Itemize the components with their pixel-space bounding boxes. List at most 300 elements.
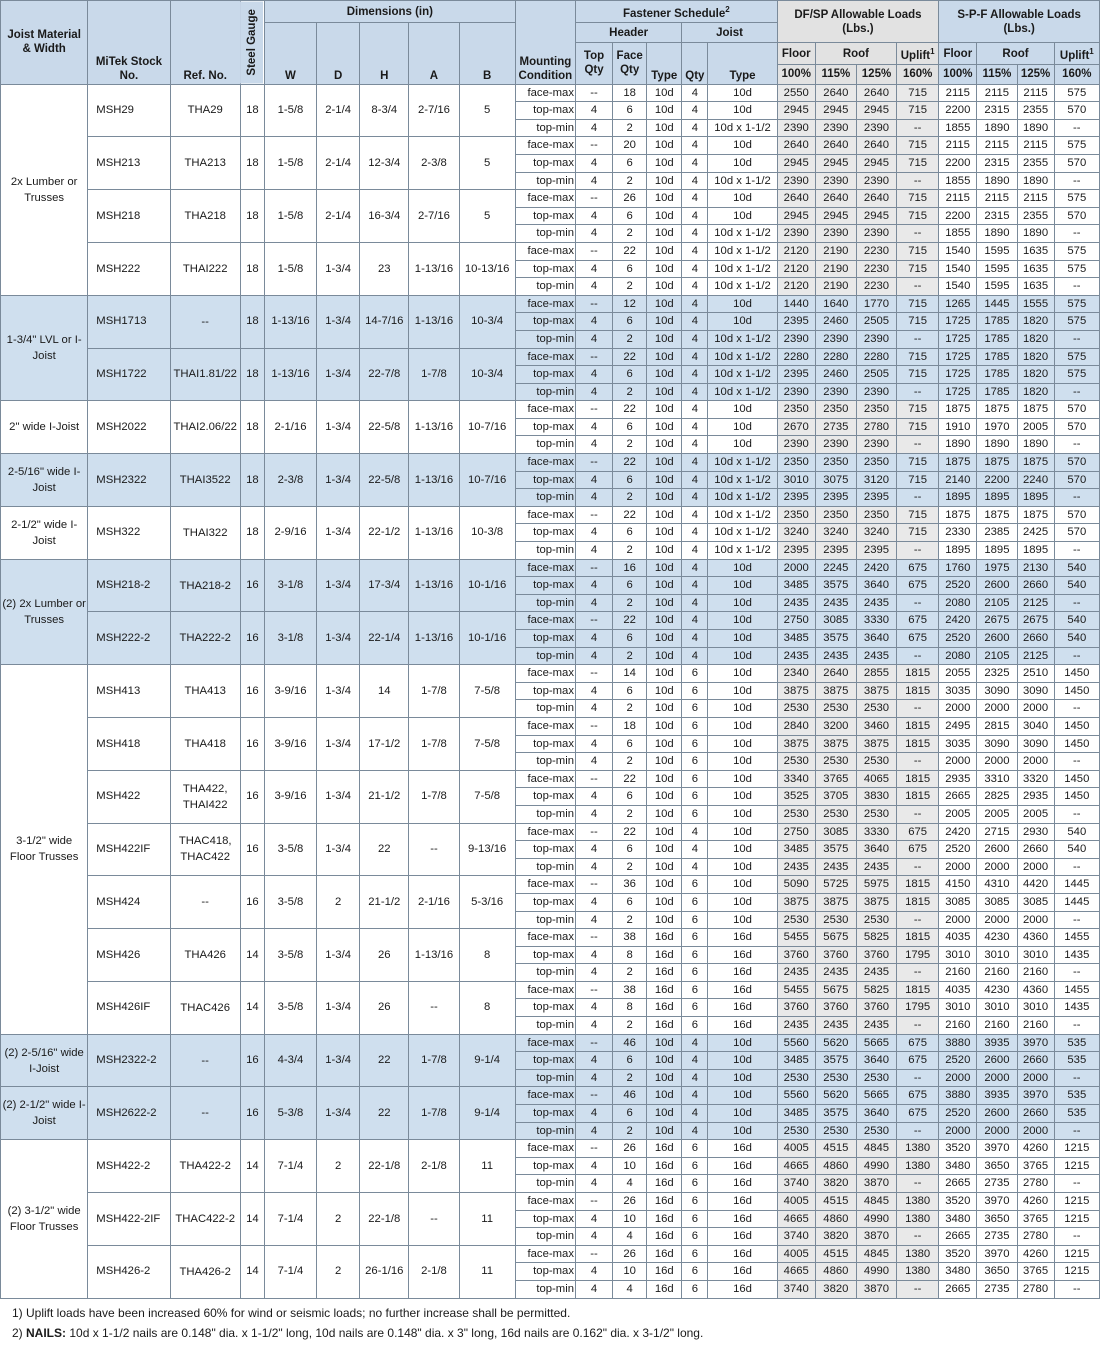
header-type-cell: 10d — [647, 366, 682, 384]
spf-floor-100-cell: 3520 — [939, 1140, 977, 1158]
header-type-cell: 16d — [647, 1228, 682, 1246]
header-type-cell: 10d — [647, 1105, 682, 1123]
dfsp-roof-115-cell: 3575 — [815, 1105, 856, 1123]
joist-qty-cell: 4 — [682, 1122, 708, 1140]
joist-type-cell: 16d — [708, 1228, 777, 1246]
header-type-cell: 10d — [647, 858, 682, 876]
D-cell: 1-3/4 — [317, 929, 360, 982]
spf-roof-115-cell: 2735 — [977, 1280, 1017, 1298]
top-qty-cell: -- — [575, 1087, 612, 1105]
spf-uplift-160-cell: 575 — [1054, 313, 1099, 331]
dfsp-roof-115-cell: 3820 — [815, 1175, 856, 1193]
A-cell: 1-13/16 — [409, 929, 459, 982]
ref-cell: THA218 — [170, 190, 240, 243]
spf-floor-100-cell: 4150 — [939, 876, 977, 894]
face-qty-cell: 4 — [613, 1175, 647, 1193]
joist-qty-cell: 4 — [682, 612, 708, 630]
dfsp-roof-115-cell: 4860 — [815, 1210, 856, 1228]
dfsp-uplift-160-cell: 1815 — [897, 665, 939, 683]
spf-roof-115-cell: 2105 — [977, 647, 1017, 665]
B-cell: 8 — [459, 929, 515, 982]
D-cell: 1-3/4 — [317, 506, 360, 559]
header-type-cell: 10d — [647, 242, 682, 260]
joist-type-cell: 10d — [708, 594, 777, 612]
dfsp-roof-125-cell: 3640 — [856, 841, 896, 859]
spf-uplift-160-cell: 1450 — [1054, 770, 1099, 788]
face-qty-cell: 36 — [613, 876, 647, 894]
spf-floor-100-cell: 2200 — [939, 207, 977, 225]
dfsp-uplift-160-cell: 715 — [897, 295, 939, 313]
table-row — [1, 401, 1100, 419]
spf-uplift-160-cell: 1215 — [1054, 1245, 1099, 1263]
face-qty-cell: 2 — [613, 383, 647, 401]
top-qty-cell: -- — [575, 823, 612, 841]
dfsp-uplift-160-cell: -- — [897, 1122, 939, 1140]
stock-cell: MSH426 — [88, 929, 170, 982]
joist-qty-cell: 6 — [682, 1175, 708, 1193]
dfsp-roof-115-cell: 2390 — [815, 119, 856, 137]
spf-uplift-160-cell: -- — [1054, 805, 1099, 823]
table-row — [1, 876, 1100, 894]
spf-roof-115-cell: 1890 — [977, 225, 1017, 243]
spf-roof-115-cell: 1970 — [977, 418, 1017, 436]
dfsp-roof-125-cell: 2530 — [856, 805, 896, 823]
spf-roof-115-cell: 2000 — [977, 911, 1017, 929]
dfsp-floor-100-cell: 3875 — [777, 735, 815, 753]
B-cell: 5 — [459, 84, 515, 137]
spf-roof-125-cell: 2000 — [1017, 1069, 1054, 1087]
col-h: H — [360, 23, 409, 85]
header-type-cell: 10d — [647, 717, 682, 735]
dfsp-roof-115-cell: 3085 — [815, 823, 856, 841]
mount-cell: top-max — [515, 788, 575, 806]
mount-cell: face-max — [515, 1245, 575, 1263]
joist-type-cell: 10d — [708, 876, 777, 894]
dfsp-floor-100-cell: 2390 — [777, 172, 815, 190]
dfsp-roof-125-cell: 3870 — [856, 1175, 896, 1193]
top-qty-cell: 4 — [575, 999, 612, 1017]
spf-roof-115-cell: 2315 — [977, 154, 1017, 172]
mount-cell: top-min — [515, 1280, 575, 1298]
face-qty-cell: 12 — [613, 295, 647, 313]
mount-cell: top-max — [515, 154, 575, 172]
dfsp-floor-100-cell: 4665 — [777, 1157, 815, 1175]
mount-cell: top-min — [515, 172, 575, 190]
dfsp-uplift-160-cell: -- — [897, 700, 939, 718]
col-dfsp-roof: Roof — [815, 43, 896, 65]
joist-qty-cell: 4 — [682, 225, 708, 243]
spf-roof-115-cell: 2000 — [977, 700, 1017, 718]
top-qty-cell: 4 — [575, 1017, 612, 1035]
ref-cell: THA218-2 — [170, 559, 240, 612]
spf-uplift-160-cell: 575 — [1054, 348, 1099, 366]
spf-uplift-160-cell: 540 — [1054, 612, 1099, 630]
face-qty-cell: 6 — [613, 102, 647, 120]
joist-qty-cell: 6 — [682, 911, 708, 929]
dfsp-roof-125-cell: 3760 — [856, 999, 896, 1017]
dfsp-floor-100-cell: 4665 — [777, 1210, 815, 1228]
joist-material-cell: 2-1/2" wide I-Joist — [1, 506, 88, 559]
face-qty-cell: 26 — [613, 190, 647, 208]
joist-qty-cell: 4 — [682, 471, 708, 489]
joist-qty-cell: 6 — [682, 1193, 708, 1211]
top-qty-cell: -- — [575, 506, 612, 524]
top-qty-cell: 4 — [575, 102, 612, 120]
dfsp-floor-100-cell: 2530 — [777, 805, 815, 823]
joist-qty-cell: 4 — [682, 542, 708, 560]
spf-uplift-160-cell: -- — [1054, 119, 1099, 137]
joist-type-cell: 16d — [708, 1263, 777, 1281]
dfsp-floor-100-cell: 2350 — [777, 454, 815, 472]
dfsp-roof-125-cell: 2435 — [856, 1017, 896, 1035]
B-cell: 10-1/16 — [459, 612, 515, 665]
dfsp-roof-115-cell: 2530 — [815, 1069, 856, 1087]
footnotes — [0, 1299, 1100, 1347]
A-cell: 2-1/16 — [409, 876, 459, 929]
spf-roof-115-cell: 3310 — [977, 770, 1017, 788]
D-cell: 2 — [317, 876, 360, 929]
joist-type-cell: 10d x 1-1/2 — [708, 119, 777, 137]
spf-roof-125-cell: 3765 — [1017, 1263, 1054, 1281]
spf-roof-115-cell: 3970 — [977, 1245, 1017, 1263]
dfsp-roof-125-cell: 2435 — [856, 594, 896, 612]
spf-roof-125-cell: 2355 — [1017, 102, 1054, 120]
mount-cell: face-max — [515, 1193, 575, 1211]
spf-roof-115-cell: 3650 — [977, 1210, 1017, 1228]
dfsp-uplift-160-cell: 675 — [897, 823, 939, 841]
stock-cell: MSH2022 — [88, 401, 170, 454]
stock-cell: MSH422-2 — [88, 1140, 170, 1193]
dfsp-floor-100-cell: 4005 — [777, 1245, 815, 1263]
spf-roof-125-cell: 1890 — [1017, 172, 1054, 190]
A-cell: 1-13/16 — [409, 295, 459, 348]
ref-cell: THAC426 — [170, 981, 240, 1034]
mount-cell: top-min — [515, 1122, 575, 1140]
joist-type-cell: 10d x 1-1/2 — [708, 383, 777, 401]
joist-qty-cell: 6 — [682, 1157, 708, 1175]
H-cell: 22-1/4 — [360, 612, 409, 665]
ref-cell: -- — [170, 295, 240, 348]
dfsp-roof-125-cell: 2505 — [856, 366, 896, 384]
top-qty-cell: 4 — [575, 647, 612, 665]
dfsp-floor-100-cell: 3340 — [777, 770, 815, 788]
table-row — [1, 1087, 1100, 1105]
joist-qty-cell: 6 — [682, 665, 708, 683]
joist-type-cell: 10d x 1-1/2 — [708, 471, 777, 489]
joist-qty-cell: 4 — [682, 647, 708, 665]
dfsp-floor-100-cell: 5455 — [777, 929, 815, 947]
table-row — [1, 559, 1100, 577]
joist-type-cell: 10d — [708, 858, 777, 876]
A-cell: 2-1/8 — [409, 1245, 459, 1298]
spf-floor-100-cell: 2330 — [939, 524, 977, 542]
gauge-cell: 18 — [240, 242, 264, 295]
A-cell: 1-13/16 — [409, 454, 459, 507]
mount-cell: top-min — [515, 858, 575, 876]
joist-qty-cell: 6 — [682, 893, 708, 911]
dfsp-roof-125-cell: 3240 — [856, 524, 896, 542]
ref-cell: THA213 — [170, 137, 240, 190]
spf-floor-100-cell: 3480 — [939, 1157, 977, 1175]
spf-roof-125-cell: 4360 — [1017, 929, 1054, 947]
face-qty-cell: 4 — [613, 1228, 647, 1246]
dfsp-roof-115-cell: 2530 — [815, 805, 856, 823]
dfsp-floor-100-cell: 3740 — [777, 1280, 815, 1298]
spf-floor-100-cell: 2160 — [939, 1017, 977, 1035]
dfsp-uplift-160-cell: 715 — [897, 524, 939, 542]
header-type-cell: 10d — [647, 102, 682, 120]
top-qty-cell: -- — [575, 1193, 612, 1211]
dfsp-roof-125-cell: 2230 — [856, 278, 896, 296]
spf-roof-115-cell: 3650 — [977, 1263, 1017, 1281]
spf-roof-125-cell: 1820 — [1017, 348, 1054, 366]
spf-roof-115-cell: 1875 — [977, 401, 1017, 419]
col-joist-material: Joist Material & Width — [1, 1, 88, 85]
dfsp-roof-115-cell: 4515 — [815, 1245, 856, 1263]
gauge-cell: 14 — [240, 929, 264, 982]
face-qty-cell: 2 — [613, 911, 647, 929]
mount-cell: face-max — [515, 1087, 575, 1105]
dfsp-uplift-160-cell: -- — [897, 542, 939, 560]
spf-floor-100-cell: 2665 — [939, 1175, 977, 1193]
D-cell: 1-3/4 — [317, 559, 360, 612]
joist-qty-cell: 4 — [682, 190, 708, 208]
mount-cell: top-min — [515, 964, 575, 982]
stock-cell: MSH418 — [88, 717, 170, 770]
B-cell: 9-13/16 — [459, 823, 515, 876]
dfsp-roof-115-cell: 3240 — [815, 524, 856, 542]
face-qty-cell: 10 — [613, 1157, 647, 1175]
joist-qty-cell: 4 — [682, 630, 708, 648]
spf-roof-115-cell: 2000 — [977, 858, 1017, 876]
dfsp-roof-115-cell: 3760 — [815, 999, 856, 1017]
top-qty-cell: 4 — [575, 964, 612, 982]
joist-type-cell: 16d — [708, 964, 777, 982]
mount-cell: face-max — [515, 770, 575, 788]
footnote-nails-label: NAILS: — [26, 1325, 67, 1340]
spf-floor-100-cell: 1890 — [939, 436, 977, 454]
B-cell: 9-1/4 — [459, 1087, 515, 1140]
dfsp-roof-115-cell: 2640 — [815, 190, 856, 208]
header-type-cell: 10d — [647, 876, 682, 894]
dfsp-roof-125-cell: 2390 — [856, 172, 896, 190]
dfsp-roof-115-cell: 3575 — [815, 630, 856, 648]
dfsp-floor-100-cell: 2350 — [777, 401, 815, 419]
joist-type-cell: 16d — [708, 1193, 777, 1211]
mount-cell: top-min — [515, 330, 575, 348]
dfsp-floor-100-cell: 2390 — [777, 436, 815, 454]
dfsp-roof-115-cell: 3200 — [815, 717, 856, 735]
H-cell: 23 — [360, 242, 409, 295]
D-cell: 1-3/4 — [317, 717, 360, 770]
W-cell: 5-3/8 — [264, 1087, 316, 1140]
top-qty-cell: 4 — [575, 207, 612, 225]
dfsp-uplift-160-cell: -- — [897, 172, 939, 190]
header-type-cell: 10d — [647, 313, 682, 331]
W-cell: 7-1/4 — [264, 1140, 316, 1193]
joist-type-cell: 10d — [708, 84, 777, 102]
spf-roof-115-cell: 3970 — [977, 1140, 1017, 1158]
dfsp-roof-125-cell: 2945 — [856, 207, 896, 225]
mount-cell: top-max — [515, 418, 575, 436]
dfsp-roof-125-cell: 2530 — [856, 1069, 896, 1087]
W-cell: 3-5/8 — [264, 929, 316, 982]
spf-roof-125-cell: 1820 — [1017, 383, 1054, 401]
dfsp-uplift-160-cell: 675 — [897, 630, 939, 648]
dfsp-uplift-160-cell: -- — [897, 911, 939, 929]
spf-floor-100-cell: 2000 — [939, 753, 977, 771]
header-type-cell: 16d — [647, 1193, 682, 1211]
dfsp-uplift-160-cell: 1815 — [897, 929, 939, 947]
D-cell: 1-3/4 — [317, 295, 360, 348]
W-cell: 3-5/8 — [264, 981, 316, 1034]
joist-qty-cell: 4 — [682, 172, 708, 190]
dfsp-uplift-160-cell: 675 — [897, 577, 939, 595]
dfsp-floor-100-cell: 2530 — [777, 1122, 815, 1140]
dfsp-uplift-160-cell: 1380 — [897, 1140, 939, 1158]
spf-roof-125-cell: 1820 — [1017, 366, 1054, 384]
spf-roof-125-cell: 3090 — [1017, 735, 1054, 753]
dfsp-uplift-160-cell: -- — [897, 383, 939, 401]
joist-type-cell: 10d — [708, 577, 777, 595]
table-row — [1, 506, 1100, 524]
stock-cell: MSH218-2 — [88, 559, 170, 612]
face-qty-cell: 22 — [613, 242, 647, 260]
header-type-cell: 10d — [647, 436, 682, 454]
mount-cell: top-min — [515, 119, 575, 137]
spf-roof-115-cell: 1785 — [977, 348, 1017, 366]
H-cell: 22-1/8 — [360, 1140, 409, 1193]
header-type-cell: 10d — [647, 84, 682, 102]
joist-type-cell: 10d — [708, 295, 777, 313]
mount-cell: face-max — [515, 717, 575, 735]
header-type-cell: 10d — [647, 207, 682, 225]
dfsp-roof-125-cell: 4845 — [856, 1140, 896, 1158]
dfsp-roof-125-cell: 2390 — [856, 119, 896, 137]
top-qty-cell: -- — [575, 981, 612, 999]
dfsp-uplift-160-cell: -- — [897, 1228, 939, 1246]
dfsp-roof-125-cell: 2395 — [856, 489, 896, 507]
spf-roof-115-cell: 2825 — [977, 788, 1017, 806]
joist-type-cell: 10d — [708, 1034, 777, 1052]
spf-roof-125-cell: 2000 — [1017, 1122, 1054, 1140]
joist-qty-cell: 4 — [682, 260, 708, 278]
dfsp-roof-115-cell: 3820 — [815, 1228, 856, 1246]
spf-roof-125-cell: 3085 — [1017, 893, 1054, 911]
spf-uplift-160-cell: -- — [1054, 542, 1099, 560]
dfsp-floor-100-cell: 2530 — [777, 700, 815, 718]
spf-uplift-160-cell: 1215 — [1054, 1140, 1099, 1158]
dfsp-roof-115-cell: 2390 — [815, 383, 856, 401]
spf-floor-100-cell: 2665 — [939, 788, 977, 806]
mount-cell: top-max — [515, 102, 575, 120]
dfsp-roof-115-cell: 2190 — [815, 278, 856, 296]
spf-floor-100-cell: 1725 — [939, 348, 977, 366]
dfsp-roof-125-cell: 2395 — [856, 542, 896, 560]
dfsp-uplift-160-cell: 1815 — [897, 981, 939, 999]
dfsp-uplift-160-cell: 715 — [897, 102, 939, 120]
H-cell: 17-3/4 — [360, 559, 409, 612]
dfsp-roof-125-cell: 3760 — [856, 946, 896, 964]
header-type-cell: 10d — [647, 137, 682, 155]
spf-roof-125-cell: 1890 — [1017, 436, 1054, 454]
spf-roof-125-cell: 1895 — [1017, 542, 1054, 560]
spf-uplift-160-cell: 1450 — [1054, 665, 1099, 683]
header-type-cell: 10d — [647, 383, 682, 401]
A-cell: 1-13/16 — [409, 242, 459, 295]
spf-roof-125-cell: 1890 — [1017, 225, 1054, 243]
spf-floor-100-cell: 4035 — [939, 929, 977, 947]
spf-floor-100-cell: 2140 — [939, 471, 977, 489]
mount-cell: top-min — [515, 436, 575, 454]
spf-roof-125-cell: 2125 — [1017, 647, 1054, 665]
dfsp-roof-115-cell: 2735 — [815, 418, 856, 436]
mount-cell: top-min — [515, 805, 575, 823]
dfsp-roof-115-cell: 3875 — [815, 893, 856, 911]
dfsp-roof-125-cell: 2530 — [856, 1122, 896, 1140]
face-qty-cell: 26 — [613, 1140, 647, 1158]
joist-qty-cell: 4 — [682, 401, 708, 419]
face-qty-cell: 2 — [613, 225, 647, 243]
gauge-cell: 16 — [240, 770, 264, 823]
dfsp-roof-125-cell: 2435 — [856, 647, 896, 665]
dfsp-uplift-160-cell: -- — [897, 436, 939, 454]
dfsp-floor-100-cell: 3525 — [777, 788, 815, 806]
mount-cell: top-min — [515, 753, 575, 771]
table-body — [1, 84, 1100, 1298]
dfsp-roof-125-cell: 2420 — [856, 559, 896, 577]
B-cell: 10-7/16 — [459, 454, 515, 507]
spf-floor-100-cell: 2000 — [939, 858, 977, 876]
dfsp-uplift-160-cell: 675 — [897, 1034, 939, 1052]
mount-cell: face-max — [515, 242, 575, 260]
dfsp-uplift-160-cell: 1815 — [897, 682, 939, 700]
header-type-cell: 16d — [647, 964, 682, 982]
D-cell: 1-3/4 — [317, 823, 360, 876]
dfsp-roof-115-cell: 2390 — [815, 225, 856, 243]
joist-type-cell: 10d — [708, 770, 777, 788]
mount-cell: top-min — [515, 594, 575, 612]
header-type-cell: 10d — [647, 841, 682, 859]
joist-type-cell: 10d — [708, 1122, 777, 1140]
gauge-cell: 14 — [240, 981, 264, 1034]
dfsp-roof-125-cell: 2855 — [856, 665, 896, 683]
mount-cell: top-max — [515, 1052, 575, 1070]
col-dfsp-115: 115% — [815, 65, 856, 85]
spf-uplift-160-cell: 570 — [1054, 418, 1099, 436]
face-qty-cell: 8 — [613, 946, 647, 964]
joist-material-cell: 1-3/4" LVL or I-Joist — [1, 295, 88, 401]
stock-cell: MSH1713 — [88, 295, 170, 348]
dfsp-floor-100-cell: 2550 — [777, 84, 815, 102]
col-dfsp-160: 160% — [897, 65, 939, 85]
dfsp-floor-100-cell: 3485 — [777, 841, 815, 859]
D-cell: 1-3/4 — [317, 242, 360, 295]
dfsp-roof-115-cell: 2945 — [815, 102, 856, 120]
dfsp-roof-115-cell: 2460 — [815, 366, 856, 384]
dfsp-floor-100-cell: 3740 — [777, 1175, 815, 1193]
W-cell: 1-13/16 — [264, 295, 316, 348]
dfsp-roof-125-cell: 5825 — [856, 981, 896, 999]
dfsp-floor-100-cell: 2395 — [777, 489, 815, 507]
stock-cell: MSH213 — [88, 137, 170, 190]
dfsp-roof-125-cell: 2640 — [856, 84, 896, 102]
header-type-cell: 10d — [647, 1069, 682, 1087]
dfsp-roof-115-cell: 2395 — [815, 489, 856, 507]
ref-cell: THA29 — [170, 84, 240, 137]
col-stock-no: MiTek Stock No. — [88, 1, 170, 85]
dfsp-floor-100-cell: 3740 — [777, 1228, 815, 1246]
